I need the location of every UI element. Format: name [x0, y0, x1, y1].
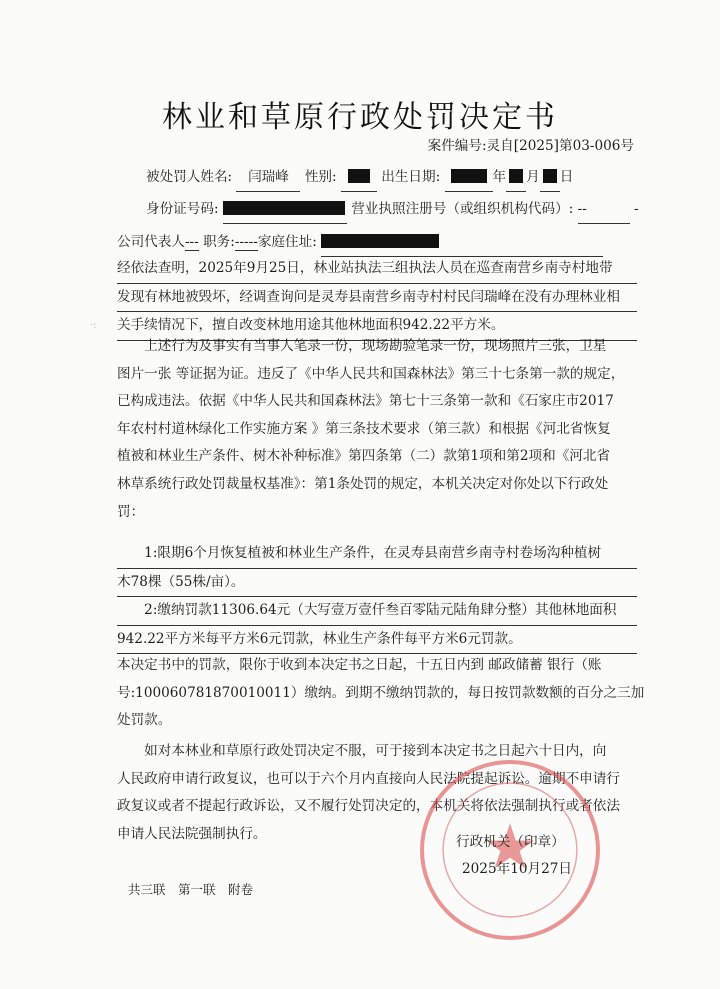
appeal-line: 政复议或者不提起行政诉讼，又不履行处罚决定的，本机关将依法强制执行或者依法 — [117, 798, 620, 815]
document-title: 林业和草原行政处罚决定书 — [162, 100, 558, 135]
birth-month-value — [506, 163, 526, 192]
redaction-block — [543, 169, 557, 183]
redaction-block — [321, 234, 439, 248]
birth-label: 出生日期: — [381, 169, 441, 185]
redaction-block — [223, 201, 345, 215]
year-label: 年 — [492, 169, 507, 185]
gender-value — [341, 163, 377, 192]
post-value: ----- — [234, 234, 258, 250]
penalty-line: 1:限期6个月恢复植被和林业生产条件，在灵寿县南营乡南寺村卷场沟种植树 — [117, 540, 637, 569]
license-label: 营业执照注册号（或组织机构代码）: — [351, 201, 574, 217]
id-value — [223, 195, 347, 224]
redaction-block — [348, 169, 370, 183]
license-tail: - — [633, 201, 639, 217]
month-label: 月 — [526, 169, 540, 185]
personal-info-row — [146, 163, 573, 192]
representative-row — [117, 228, 603, 257]
penalty-line: 2:缴纳罚款11306.64元（大写壹万壹仟叁百零陆元陆角肆分整）其他林地面积 — [117, 597, 637, 626]
appeal-line: 人民政府申请行政复议，也可以于六个月内直接向人民法院提起诉讼。逾期不申请行 — [117, 770, 620, 787]
birth-day-value — [540, 163, 560, 192]
scan-speck: ·: — [90, 320, 97, 331]
footer-note: 共三联 第一联 附卷 — [128, 882, 254, 897]
issuing-authority: 行政机关（印章） — [456, 834, 565, 850]
evidence-line: 年农村村道林绿化工作实施方案 》第三条技术要求（第三款）和根据《河北省恢复 — [117, 420, 611, 437]
evidence-paragraph — [117, 333, 637, 526]
findings-paragraph — [117, 255, 637, 341]
payment-line: 本决定书中的罚款，限你于收到本决定书之日起，十五日内到 邮政储蓄 银行（账 — [117, 657, 602, 673]
penalty-items — [117, 540, 637, 654]
payment-line: 处罚款。 — [117, 712, 172, 729]
case-number: 案件编号:灵自[2025]第03-006号 — [427, 138, 634, 154]
evidence-line: 上述行为及事实有当事人笔录一份，现场勘验笔录一份，现场照片三张，卫星 — [117, 338, 607, 354]
issue-date: 2025年10月27日 — [462, 861, 572, 877]
evidence-line: 植被和林业生产条件、树木补种标准》第四条第（二）款第1项和第2项和《河北省 — [117, 448, 611, 465]
representative-label: 公司代表人 — [117, 234, 185, 250]
evidence-line: 罚： — [117, 503, 145, 520]
evidence-line: 图片一张 等证据为证。违反了《中华人民共和国森林法》第三十七条第一款的规定， — [117, 365, 625, 382]
day-label: 日 — [559, 169, 574, 185]
redaction-block — [451, 169, 487, 183]
payment-line: 号:100060781870010011）缴纳。到期不缴纳罚款的，每日按罚款数额的百分之三加 — [117, 684, 645, 701]
name-value: 闫瑞峰 — [236, 163, 300, 192]
redaction-block — [509, 169, 523, 183]
id-info-row — [146, 195, 639, 224]
findings-line: 经依法查明，2025年9月25日，林业站执法三组执法人员在巡查南营乡南寺村地带 — [117, 255, 637, 284]
license-value: -- — [578, 195, 630, 224]
evidence-line: 林草系统行政处罚裁量权基准》：第1条处罚的规定，本机关决定对你处以下行政处 — [117, 475, 609, 492]
penalty-line: 942.22平方米每平方米6元罚款，林业生产条件每平方米6元罚款。 — [117, 626, 637, 655]
penalty-line: 木78棵（55株/亩）。 — [117, 569, 637, 598]
gender-label: 性别: — [304, 169, 337, 185]
birth-year-value — [445, 163, 493, 192]
findings-line: 发现有林地被毁坏，经调查询问是灵寿县南营乡南寺村村民闫瑞峰在没有办理林业相 — [117, 284, 637, 313]
appeal-line: 申请人民法院强制执行。 — [117, 825, 267, 842]
payment-paragraph — [117, 652, 645, 735]
name-label: 被处罚人姓名: — [146, 169, 233, 185]
post-label: 职务: — [203, 234, 235, 250]
address-value — [321, 228, 603, 257]
address-label: 家庭住址: — [257, 234, 317, 250]
findings-line: 关手续情况下，擅自改变林地用途其他林地面积942.22平方米。 — [117, 312, 637, 341]
representative-value: --- — [184, 234, 199, 250]
evidence-line: 已构成违法。依据《中华人民共和国森林法》第七十三条第一款和《石家庄市2017 — [117, 393, 614, 410]
id-label: 身份证号码: — [146, 201, 219, 217]
appeal-line: 如对本林业和草原行政处罚决定不服，可于接到本决定书之日起六十日内，向 — [117, 743, 607, 759]
